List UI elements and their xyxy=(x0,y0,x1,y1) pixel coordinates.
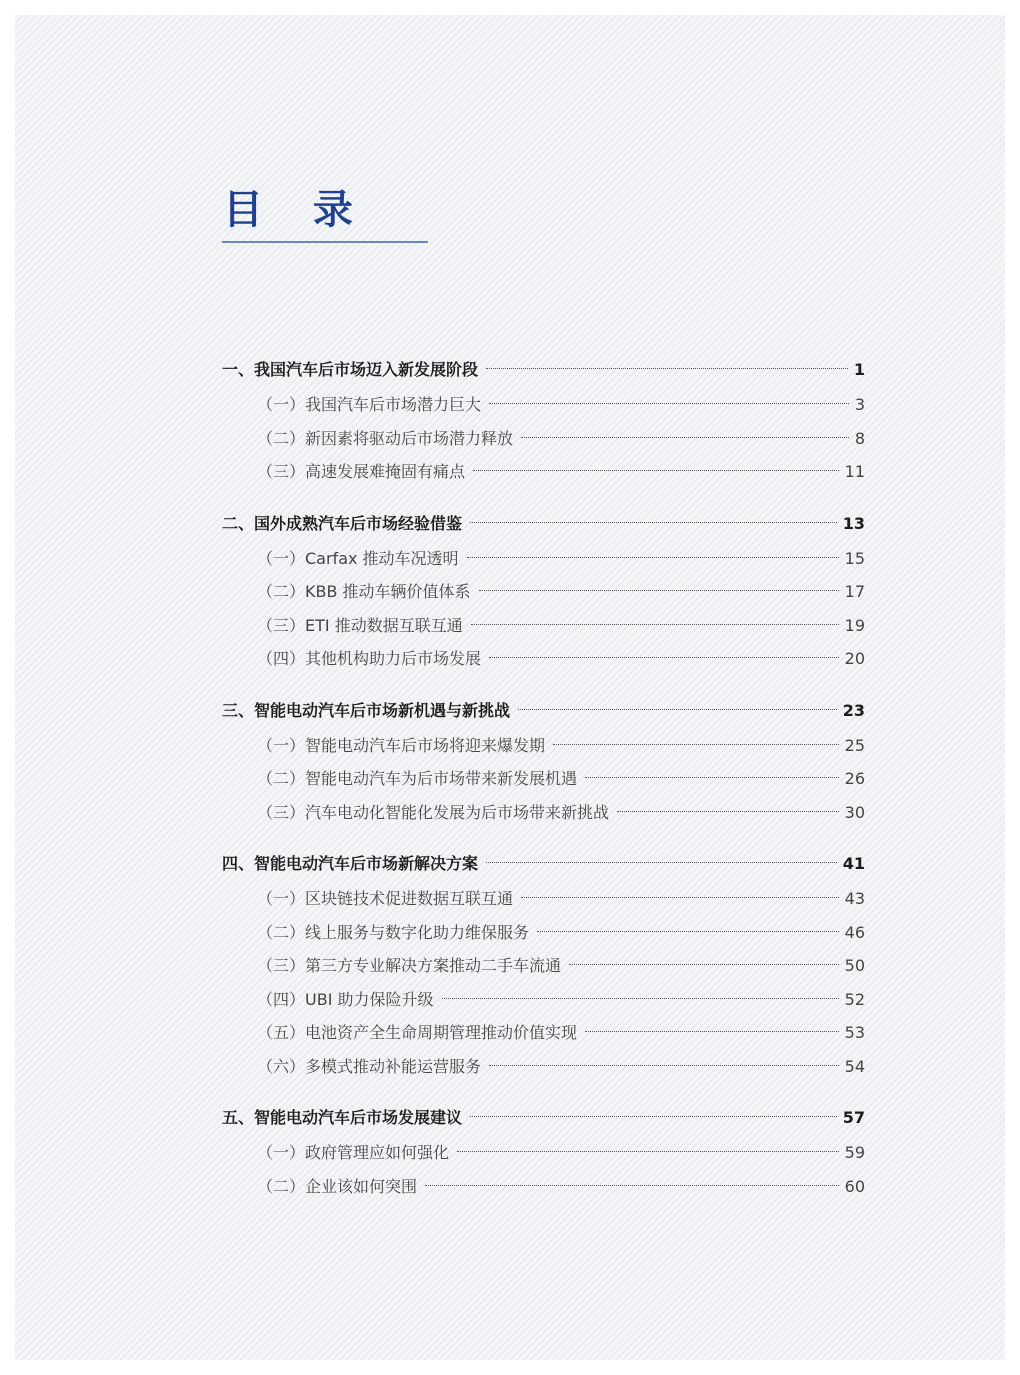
toc-chapter-title: 二、国外成熟汽车后市场经验借鉴 xyxy=(222,513,463,533)
toc-section xyxy=(222,846,865,1083)
toc-subsection-entry[interactable] xyxy=(222,388,865,422)
dot-leader xyxy=(489,403,849,404)
toc-subsection-title: （一）政府管理应如何强化 xyxy=(257,1143,450,1162)
toc-chapter-entry[interactable] xyxy=(222,352,865,388)
toc-subsection-title: （一）智能电动汽车后市场将迎来爆发期 xyxy=(257,735,546,755)
toc-chapter-entry[interactable] xyxy=(222,693,865,729)
toc-subsection-title: （三）高速发展难掩固有痛点 xyxy=(257,462,466,481)
toc-chapter-entry[interactable] xyxy=(222,1100,865,1136)
dot-leader xyxy=(521,897,839,898)
toc-page-number: 19 xyxy=(844,615,865,635)
toc-subsection-entry[interactable] xyxy=(222,422,865,456)
toc-chapter-title: 四、智能电动汽车后市场新解决方案 xyxy=(222,854,479,873)
dot-leader xyxy=(486,862,837,863)
toc-page-number: 54 xyxy=(844,1056,865,1076)
toc-page-number: 20 xyxy=(844,649,865,668)
toc-chapter-entry[interactable] xyxy=(222,846,865,882)
toc-subsection-title: （五）电池资产全生命周期管理推动价值实现 xyxy=(257,1023,578,1042)
toc-section xyxy=(222,352,865,489)
toc-subsection-entry[interactable] xyxy=(222,1016,865,1050)
dot-leader xyxy=(521,437,849,438)
dot-leader xyxy=(425,1185,839,1186)
toc-page-number: 13 xyxy=(842,513,865,533)
page-title: 目 录 xyxy=(223,187,371,233)
toc-subsection-entry[interactable] xyxy=(222,609,865,643)
toc-subsection-entry[interactable] xyxy=(222,1136,865,1170)
dot-leader xyxy=(479,590,839,591)
toc-subsection-title: （二）智能电动汽车为后市场带来新发展机遇 xyxy=(257,769,578,788)
toc-subsection-entry[interactable] xyxy=(222,575,865,609)
toc-page-number: 3 xyxy=(854,395,865,414)
toc-subsection-title: （二）KBB 推动车辆价值体系 xyxy=(257,582,471,601)
toc-section xyxy=(222,693,865,830)
toc-subsection-entry[interactable] xyxy=(222,1170,865,1204)
dot-leader xyxy=(585,777,839,778)
toc-subsection-title: （四）UBI 助力保险升级 xyxy=(257,989,434,1009)
toc-page-number: 17 xyxy=(844,582,865,601)
toc-section xyxy=(222,506,865,676)
toc-chapter-title: 三、智能电动汽车后市场新机遇与新挑战 xyxy=(222,700,511,720)
dot-leader xyxy=(473,470,839,471)
dot-leader xyxy=(457,1151,839,1152)
toc-subsection-entry[interactable] xyxy=(222,642,865,676)
dot-leader xyxy=(569,964,839,965)
toc-page-number: 25 xyxy=(844,735,865,755)
toc-subsection-title: （四）其他机构助力后市场发展 xyxy=(257,649,482,668)
toc-subsection-entry[interactable] xyxy=(222,542,865,576)
table-of-contents xyxy=(222,352,865,1220)
toc-page-number: 23 xyxy=(842,700,865,720)
dot-leader xyxy=(442,998,839,999)
toc-subsection-title: （三）第三方专业解决方案推动二手车流通 xyxy=(257,956,562,975)
toc-chapter-title: 一、我国汽车后市场迈入新发展阶段 xyxy=(222,360,479,379)
toc-page-number: 43 xyxy=(844,889,865,908)
dot-leader xyxy=(470,1116,837,1117)
toc-page-number: 11 xyxy=(844,462,865,481)
toc-page-number: 15 xyxy=(844,548,865,568)
toc-subsection-title: （一）区块链技术促进数据互联互通 xyxy=(257,889,514,908)
toc-page-number: 26 xyxy=(844,769,865,788)
toc-subsection-title: （三）ETI 推动数据互联互通 xyxy=(257,615,463,635)
toc-chapter-title: 五、智能电动汽车后市场发展建议 xyxy=(222,1108,463,1127)
dot-leader xyxy=(617,811,839,812)
dot-leader xyxy=(489,1065,839,1066)
toc-subsection-entry[interactable] xyxy=(222,796,865,830)
dot-leader xyxy=(467,557,839,558)
toc-subsection-title: （二）企业该如何突围 xyxy=(257,1176,418,1196)
toc-subsection-entry[interactable] xyxy=(222,729,865,763)
toc-page-number: 41 xyxy=(842,854,865,873)
toc-section xyxy=(222,1100,865,1203)
dot-leader xyxy=(471,624,839,625)
toc-page-number: 57 xyxy=(842,1108,865,1127)
toc-subsection-title: （一）Carfax 推动车况透明 xyxy=(257,548,459,568)
toc-page-number: 53 xyxy=(844,1023,865,1042)
toc-page-number: 60 xyxy=(844,1176,865,1196)
dot-leader xyxy=(553,744,839,745)
toc-page-number: 46 xyxy=(844,922,865,942)
toc-page-number: 52 xyxy=(844,989,865,1009)
toc-page-number: 59 xyxy=(844,1143,865,1162)
toc-page-number: 8 xyxy=(854,428,865,448)
toc-chapter-entry[interactable] xyxy=(222,506,865,542)
toc-subsection-title: （三）汽车电动化智能化发展为后市场带来新挑战 xyxy=(257,802,610,822)
toc-subsection-entry[interactable] xyxy=(222,882,865,916)
toc-subsection-title: （六）多模式推动补能运营服务 xyxy=(257,1056,482,1076)
toc-page-number: 30 xyxy=(844,802,865,822)
toc-subsection-entry[interactable] xyxy=(222,455,865,489)
toc-page-number: 50 xyxy=(844,956,865,975)
toc-subsection-title: （一）我国汽车后市场潜力巨大 xyxy=(257,395,482,414)
toc-subsection-entry[interactable] xyxy=(222,916,865,950)
toc-page-number: 1 xyxy=(853,360,865,379)
title-underline xyxy=(222,241,428,243)
dot-leader xyxy=(486,368,848,369)
dot-leader xyxy=(470,522,837,523)
dot-leader xyxy=(489,657,839,658)
toc-subsection-title: （二）线上服务与数字化助力维保服务 xyxy=(257,922,530,942)
dot-leader xyxy=(585,1031,839,1032)
toc-subsection-title: （二）新因素将驱动后市场潜力释放 xyxy=(257,428,514,448)
toc-subsection-entry[interactable] xyxy=(222,983,865,1017)
dot-leader xyxy=(537,931,839,932)
toc-subsection-entry[interactable] xyxy=(222,949,865,983)
dot-leader xyxy=(518,709,837,710)
toc-subsection-entry[interactable] xyxy=(222,762,865,796)
toc-subsection-entry[interactable] xyxy=(222,1050,865,1084)
